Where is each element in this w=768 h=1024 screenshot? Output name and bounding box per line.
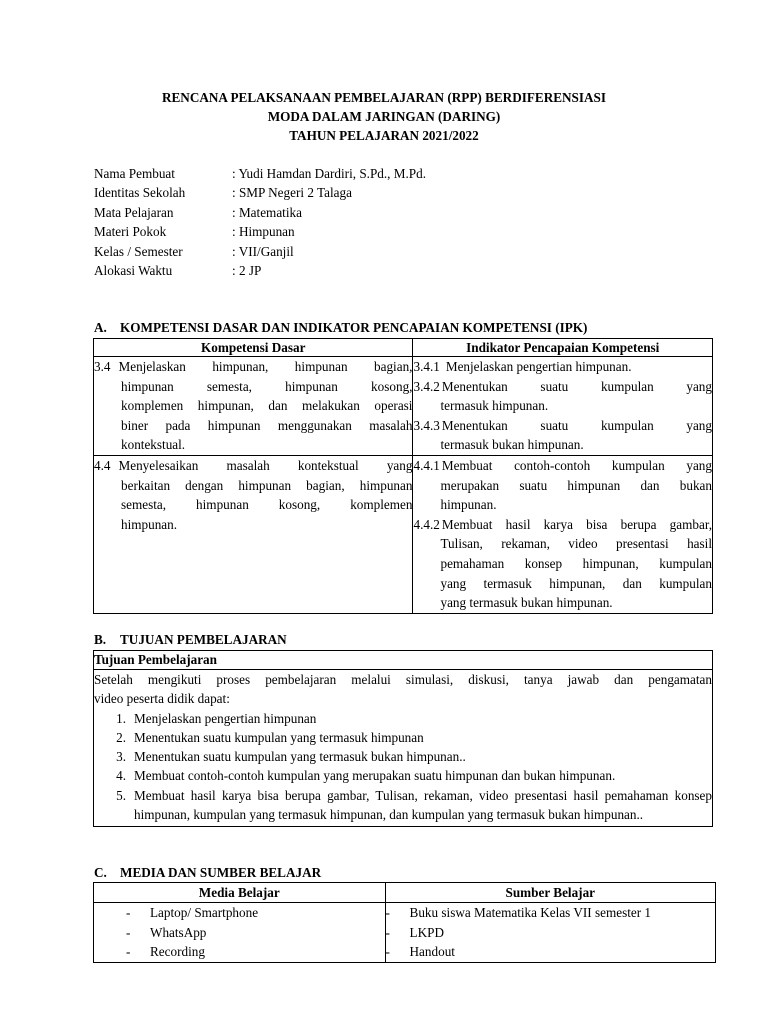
kd-text-line: himpunan. xyxy=(121,516,178,532)
ipk-text-line: termasuk himpunan. xyxy=(440,398,549,414)
media-item xyxy=(94,923,385,943)
dash-bullet: - xyxy=(126,924,131,940)
identity-row xyxy=(94,183,426,202)
identity-value: : Yudi Hamdan Dardiri, S.Pd., M.Pd. xyxy=(232,166,427,181)
ipk-number: 4.4.1 xyxy=(413,457,440,473)
section-b-heading xyxy=(94,630,287,649)
kd-text-line: komplemen himpunan, dan melakukan operasi xyxy=(121,398,413,414)
column-header-kompetensi-dasar: Kompetensi Dasar xyxy=(94,339,413,357)
identity-row xyxy=(94,164,426,183)
identity-value: : Himpunan xyxy=(232,224,295,240)
ipk-text-line: merupakan suatu himpunan dan bukan xyxy=(440,477,712,493)
document-title-line-2: MODA DALAM JARINGAN (DARING) xyxy=(267,109,501,124)
media-item xyxy=(94,903,385,923)
identity-label: Alokasi Waktu xyxy=(94,262,173,278)
objectives-intro-line: video peserta didik dapat: xyxy=(94,691,230,707)
objective-number: 2. xyxy=(116,729,126,745)
objective-text: Membuat hasil karya bisa berupa gambar, Tulisan, rekaman, video presentasi hasil pemahaman konsep himpunan, kumpulan yang termasuk himpunan, dan kumpulan yang termasuk bukan himpunan.. xyxy=(134,787,712,823)
ipk-text-line: Membuat contoh-contoh kumpulan yang xyxy=(441,457,712,473)
ipk-text-line: Tulisan, rekaman, video presentasi hasil xyxy=(440,536,712,552)
objective-number: 1. xyxy=(116,710,126,726)
kd-number: 3.4 xyxy=(94,359,111,374)
media-table-row xyxy=(94,903,716,963)
source-item-text: Buku siswa Matematika Kelas VII semester 1 xyxy=(409,905,652,920)
media-item-text: Laptop/ Smartphone xyxy=(150,905,259,920)
source-item-text: Handout xyxy=(409,944,455,959)
identity-row xyxy=(94,203,426,222)
identity-value: : 2 JP xyxy=(232,262,262,278)
objectives-body xyxy=(94,670,713,827)
competency-table-header xyxy=(94,339,713,357)
document-title-line-3: TAHUN PELAJARAN 2021/2022 xyxy=(289,128,479,143)
kd-number: 4.4 xyxy=(94,457,111,473)
identity-value: : Matematika xyxy=(232,204,302,220)
competency-row-4-4 xyxy=(94,455,713,613)
identity-row xyxy=(94,242,426,261)
identity-label: Materi Pokok xyxy=(94,224,167,240)
objectives-intro-line: Setelah mengikuti proses pembelajaran melalui simulasi, diskusi, tanya jawab dan pengamatan xyxy=(94,672,712,687)
identity-row xyxy=(94,222,426,241)
media-table xyxy=(93,882,716,963)
media-item-text: Recording xyxy=(150,944,205,959)
ipk-text-line: yang termasuk himpunan, dan kumpulan xyxy=(440,575,712,591)
ipk-text-line: Menentukan suatu kumpulan yang xyxy=(441,417,712,433)
kd-text-line: semesta, himpunan kosong, komplemen xyxy=(121,497,413,513)
section-c-letter: C. xyxy=(94,865,107,880)
competency-table xyxy=(93,338,713,614)
kd-text-line: Menyelesaikan masalah kontekstual yang xyxy=(118,457,413,473)
identity-value: : SMP Negeri 2 Talaga xyxy=(232,185,352,201)
ipk-text-line: himpunan. xyxy=(440,497,497,513)
ipk-text-line: Menjelaskan pengertian himpunan. xyxy=(445,359,632,374)
ipk-cell-4-4 xyxy=(413,455,713,613)
ipk-number: 3.4.2 xyxy=(413,378,440,394)
section-a-title: KOMPETENSI DASAR DAN INDIKATOR PENCAPAIAN KOMPETENSI (IPK) xyxy=(120,320,588,335)
kd-text-line: himpunan semesta, himpunan kosong, xyxy=(121,378,413,394)
source-list xyxy=(385,903,715,963)
objective-text: Menentukan suatu kumpulan yang termasuk himpunan xyxy=(134,729,424,745)
media-list xyxy=(94,903,386,963)
media-table-header xyxy=(94,883,716,903)
source-item-text: LKPD xyxy=(409,924,444,940)
identity-row xyxy=(94,261,426,280)
ipk-text-line: pemahaman konsep himpunan, kumpulan xyxy=(440,555,712,571)
ipk-number: 3.4.1 xyxy=(413,359,440,374)
media-item-text: WhatsApp xyxy=(150,924,207,940)
ipk-number: 3.4.3 xyxy=(413,417,440,433)
kd-text-line: kontekstual. xyxy=(121,437,186,453)
identity-label: Kelas / Semester xyxy=(94,243,183,259)
objectives-header: Tujuan Pembelajaran xyxy=(94,651,713,670)
source-item xyxy=(386,942,715,962)
objective-text: Menjelaskan pengertian himpunan xyxy=(134,710,317,726)
section-c-title: MEDIA DAN SUMBER BELAJAR xyxy=(120,865,322,880)
ipk-number: 4.4.2 xyxy=(413,516,440,532)
identity-label: Mata Pelajaran xyxy=(94,204,174,220)
ipk-text-line: yang termasuk bukan himpunan. xyxy=(440,595,613,611)
media-item xyxy=(94,942,385,962)
ipk-text-line: termasuk bukan himpunan. xyxy=(440,437,584,453)
identity-label: Identitas Sekolah xyxy=(94,185,186,201)
ipk-text-line: Menentukan suatu kumpulan yang xyxy=(441,378,712,394)
objective-number: 4. xyxy=(116,768,126,784)
kd-text-line: berkaitan dengan himpunan bagian, himpunan xyxy=(121,477,413,493)
column-header-sources: Sumber Belajar xyxy=(385,883,715,903)
dash-bullet: - xyxy=(126,905,131,920)
objective-number: 3. xyxy=(116,749,126,765)
section-a-letter: A. xyxy=(94,320,107,335)
section-a-heading xyxy=(94,318,587,337)
objective-item xyxy=(94,766,712,785)
column-header-ipk: Indikator Pencapaian Kompetensi xyxy=(413,339,713,357)
section-b-title: TUJUAN PEMBELAJARAN xyxy=(120,632,287,647)
objective-item xyxy=(94,786,712,825)
dash-bullet: - xyxy=(126,944,131,959)
section-b-letter: B. xyxy=(94,632,107,647)
identity-label: Nama Pembuat xyxy=(94,166,175,181)
objectives-table xyxy=(93,650,713,827)
kd-cell-4-4 xyxy=(94,455,413,613)
section-c-heading xyxy=(94,863,321,882)
ipk-cell-3-4 xyxy=(413,357,713,456)
objective-item xyxy=(94,728,712,747)
document-title-line-1: RENCANA PELAKSANAAN PEMBELAJARAN (RPP) BERDIFERENSIASI xyxy=(161,90,606,105)
competency-row-3-4 xyxy=(94,357,713,456)
kd-text-line: Menjelaskan himpunan, himpunan bagian, xyxy=(118,359,413,374)
kd-text-line: biner pada himpunan menggunakan masalah xyxy=(121,417,413,433)
ipk-text-line: Membuat hasil karya bisa berupa gambar, xyxy=(441,516,712,532)
objective-number: 5. xyxy=(116,787,126,803)
objective-text: Menentukan suatu kumpulan yang termasuk bukan himpunan.. xyxy=(134,749,466,765)
kd-cell-3-4 xyxy=(94,357,413,456)
dash-bullet: - xyxy=(385,924,390,940)
identity-block xyxy=(94,164,426,280)
source-item xyxy=(386,903,715,923)
source-item xyxy=(386,923,715,943)
objective-item xyxy=(94,747,712,766)
objective-text: Membuat contoh-contoh kumpulan yang merupakan suatu himpunan dan bukan himpunan. xyxy=(134,768,616,784)
objective-item xyxy=(94,709,712,728)
column-header-media: Media Belajar xyxy=(94,883,386,903)
dash-bullet: - xyxy=(385,905,390,920)
dash-bullet: - xyxy=(385,944,390,959)
identity-value: : VII/Ganjil xyxy=(232,243,294,259)
